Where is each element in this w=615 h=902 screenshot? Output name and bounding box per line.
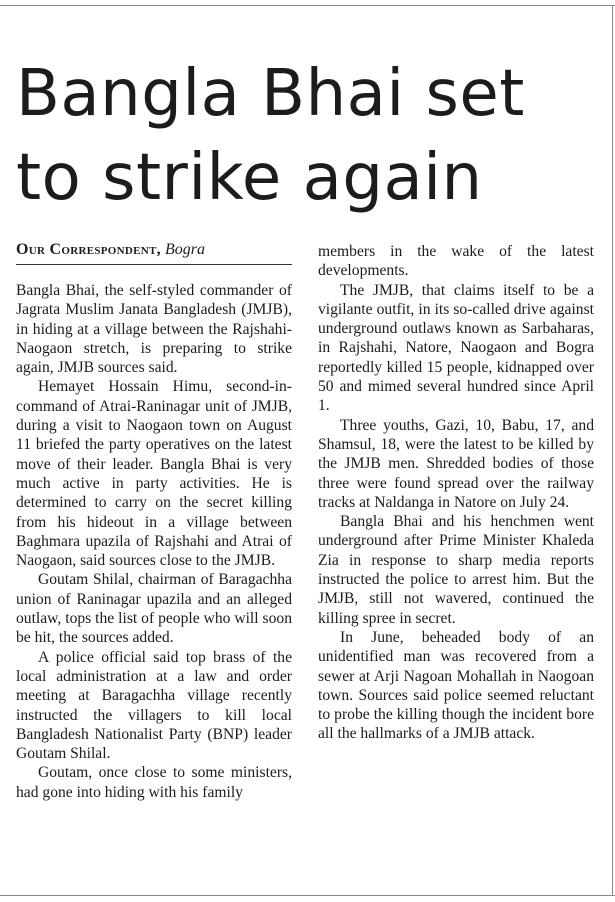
- paragraph: Goutam Shilal, chairman of Baragachha union of Raninagar upazila and an alleged outlaw, tops the list of people who will soon be hit, the sources added.: [16, 571, 292, 647]
- paragraph-continued: members in the wake of the latest developments.: [318, 243, 594, 280]
- right-border-rule: [612, 5, 613, 895]
- headline: Bangla Bhai set to strike again: [16, 57, 525, 215]
- top-border-rule: [0, 5, 615, 6]
- byline: [16, 240, 292, 265]
- paragraph: A police official said top brass of the local administration at a law and order meeting at Baragachha village recently instructed the villagers to kill local Bangladesh Nationalist Party (BNP) leader Goutam Shilal.: [16, 648, 292, 763]
- paragraph: In June, beheaded body of an unidentified man was recovered from a sewer at Arji Nagoan Mohallah in Naogoan town. Sources said police seemed reluctant to probe the killing though the incident bore all the hallmarks of a JMJB attack.: [318, 628, 594, 743]
- byline-location: Bogra: [164, 241, 205, 258]
- paragraph: Bangla Bhai and his henchmen went underground after Prime Minister Khaleda Zia in response to sharp media reports instructed the police to arrest him. But the JMJB, still not wavered, continued the killing spree in secret.: [318, 513, 594, 627]
- byline-author: Our Correspondent,: [16, 241, 161, 258]
- paragraph: Three youths, Gazi, 10, Babu, 17, and Shamsul, 18, were the latest to be killed by the JMJB men. Shredded bodies of those three were found spread over the railway tracks at Naldanga in Natore on July 24.: [318, 416, 594, 511]
- paragraph: Hemayet Hossain Himu, second-in-command of Atrai-Raninagar unit of JMJB, during a visit to Naogaon town on August 11 briefed the party operatives on the latest move of their leader. Bangla Bhai is very much active in party activities. He is determined to carry on the secret killing from his hideout in a village between Baghmara upazila of Rajshahi and Atrai of Naogaon, said sources close to the JMJB.: [16, 378, 292, 570]
- bottom-border-rule: [0, 895, 615, 896]
- article-column-left: [16, 281, 292, 802]
- article-column-right: [318, 242, 594, 744]
- paragraph: Goutam, once close to some ministers, had gone into hiding with his family: [16, 764, 292, 801]
- paragraph: The JMJB, that claims itself to be a vigilante outfit, in its so-called drive against underground outlaws known as Sarbaharas, in Rajshahi, Natore, Naogaon and Bogra reportedly killed 15 people, kidnapped over 50 and mimed several hundred since April 1.: [318, 281, 594, 415]
- paragraph: Bangla Bhai, the self-styled commander of Jagrata Muslim Janata Bangladesh (JMJB), in hiding at a village between the Rajshahi-Naogaon stretch, is preparing to strike again, JMJB sources said.: [16, 282, 292, 377]
